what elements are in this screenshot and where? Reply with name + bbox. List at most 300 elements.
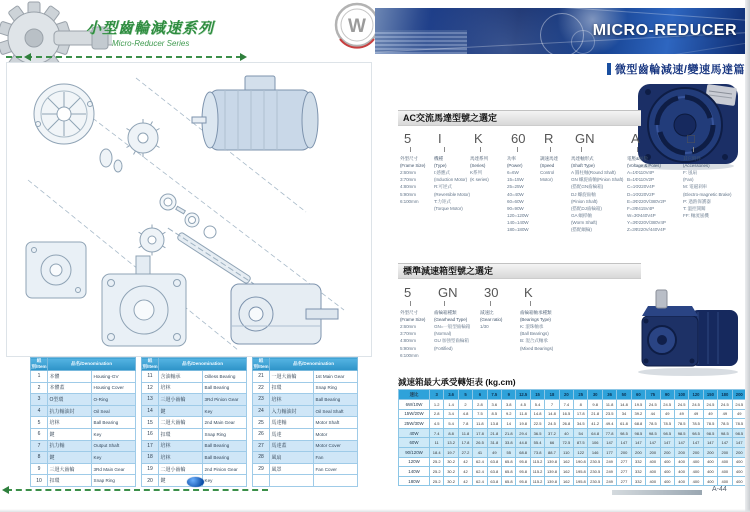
table-cell: 16 (142, 428, 159, 440)
table-cell: 11.8 (516, 409, 530, 419)
table-cell: 249 (602, 457, 616, 467)
table-cell: Oilless Bearing (203, 371, 247, 383)
table-cell: Output Shaft (92, 440, 136, 452)
table-cell: 98.5 (732, 428, 746, 438)
model-code: R (544, 131, 554, 146)
table-cell: Key (203, 405, 247, 417)
table-cell: 98.5 (703, 428, 717, 438)
table-cell: 249 (602, 476, 616, 486)
column-tick (693, 147, 694, 152)
spec-line: FF: 軸流風機 (683, 212, 709, 218)
table-cell: 146 (588, 447, 602, 457)
table-row (253, 371, 358, 383)
table-cell: 60W (399, 438, 430, 448)
model-column (434, 131, 470, 212)
table-cell: 15 (530, 390, 544, 400)
col-name-header: 品名/Denomination (48, 358, 136, 371)
spec-line: (搭配GN齒輪箱) (571, 184, 604, 190)
table-cell: 277 (617, 467, 631, 477)
table-cell: 19 (142, 463, 159, 475)
table-row (142, 440, 247, 452)
table-cell: 147 (631, 438, 645, 448)
table-cell: 33.8 (502, 438, 516, 448)
table-cell: 88.7 (545, 447, 559, 457)
spec-line: (Series) (470, 163, 486, 169)
table-cell: 30.2 (444, 476, 458, 486)
model-column (470, 131, 507, 183)
table-cell: 21.8 (487, 428, 501, 438)
table-cell: 400 (660, 476, 674, 486)
table-cell: 162 (559, 476, 573, 486)
spec-line: 調速馬達 (540, 156, 558, 161)
table-cell: 3.8 (502, 400, 516, 410)
parts-table-header (142, 358, 247, 371)
spec-line: 外型尺寸 (400, 310, 418, 315)
table-cell (314, 475, 358, 487)
table-cell: 62.4 (473, 457, 487, 467)
table-cell: 27.2 (458, 447, 472, 457)
table-cell: 5.4 (444, 419, 458, 429)
table-cell: Ball Bearing (203, 452, 247, 464)
spec-line: (Fortified) (434, 345, 453, 351)
table-cell: 4.5 (430, 419, 444, 429)
table-cell: 21 (253, 371, 270, 383)
table-cell: 培林 (159, 382, 203, 394)
spec-line: R:可逆式 (434, 184, 452, 190)
spec-line: (Voltage & Poles) (627, 163, 661, 169)
table-cell: 78.5 (703, 419, 717, 429)
table-cell: 鍵 (48, 452, 92, 464)
table-cell: 55 (502, 447, 516, 457)
table-row (31, 463, 136, 475)
spec-line: B: 混合式軸承 (520, 338, 548, 344)
table-cell: 78.5 (689, 419, 703, 429)
table-cell: 本體蓋 (48, 382, 92, 394)
table-row (399, 457, 747, 467)
table-row (31, 417, 136, 429)
table-row (399, 467, 747, 477)
spec-line: 40=40W (507, 191, 524, 197)
table-cell: 3.6 (444, 390, 458, 400)
spec-line: T: 溫控開關 (683, 205, 706, 211)
spec-line: (Accessories) (683, 163, 710, 169)
table-cell: 扣環 (270, 382, 314, 394)
spec-line: (Type) (434, 163, 447, 169)
table-cell: 65.8 (502, 467, 516, 477)
col-name-header: 品名/Denomination (270, 358, 358, 371)
table-cell: O-Ring (92, 394, 136, 406)
model-code: K (524, 285, 533, 300)
parts-table-2 (141, 357, 247, 487)
table-cell: Housing-GV (92, 371, 136, 383)
table-cell: 147 (732, 438, 746, 448)
spec-line: (Speed (540, 163, 555, 169)
table-cell: 15 (142, 417, 159, 429)
table-cell: 400 (703, 467, 717, 477)
page-subtitle: 微型齒輪減速/變速馬達篇 (614, 64, 745, 76)
table-cell: 87.5 (574, 438, 588, 448)
table-cell: 400 (718, 476, 732, 486)
spec-line: 電壓&極數 (627, 156, 648, 161)
bottom-divider-arrow-icon (2, 486, 9, 494)
table-cell: 64.8 (588, 428, 602, 438)
spec-line: K系列 (470, 170, 482, 176)
model-code: □ (687, 131, 695, 146)
spec-line: 6=6W (507, 170, 519, 176)
table-cell: Snap Ring (203, 428, 247, 440)
table-cell: 68.8 (631, 419, 645, 429)
table-cell: 200 (703, 447, 717, 457)
table-cell: 7.4 (559, 400, 573, 410)
spec-line: 3:70mm (400, 331, 416, 337)
table-cell: 34.5 (574, 419, 588, 429)
table-cell: Ball Bearing (203, 382, 247, 394)
table-cell: 49 (703, 409, 717, 419)
table-cell: 19.8 (516, 419, 530, 429)
table-cell: 277 (617, 457, 631, 467)
table-cell: 147 (703, 438, 717, 448)
table-row (399, 447, 747, 457)
motor-drawing (192, 76, 318, 150)
table-cell: 7.5 (487, 390, 501, 400)
exploded-parts-diagram (6, 62, 370, 355)
table-cell: 200 (617, 447, 631, 457)
spec-line: D=1Φ220V2P (627, 191, 655, 197)
table-cell: 20 (559, 390, 573, 400)
spec-line: 馬達系列 (470, 156, 488, 161)
spec-line: M: 電磁剎車 (683, 184, 708, 190)
table-row (31, 371, 136, 383)
spec-line: GA 蝸桿軸 (571, 212, 592, 218)
spec-line: (搭配DJ齒輪箱) (571, 205, 602, 211)
table-cell: 332 (631, 476, 645, 486)
table-cell: 162 (559, 467, 573, 477)
table-cell: 24.5 (545, 419, 559, 429)
table-cell: 24.5 (703, 400, 717, 410)
table-cell: 400 (660, 467, 674, 477)
spec-line: GN=一般型齒輪箱 (434, 324, 471, 330)
table-cell: 34 (617, 409, 631, 419)
table-cell: 二迴大齒輪 (159, 417, 203, 429)
col-name-header: 品名/Denomination (159, 358, 247, 371)
spec-line: GN 螺旋齒軸(Pinion Shaft) (571, 177, 624, 183)
table-cell: 3.4 (444, 409, 458, 419)
table-cell: 200 (732, 447, 746, 457)
table-cell: 49.4 (602, 419, 616, 429)
spec-line: (Frame Size) (400, 163, 426, 169)
spec-line: 25=25W (507, 184, 524, 190)
table-cell: 6 (31, 428, 48, 440)
spec-line: (Worm Shaft) (571, 219, 598, 225)
table-cell: 馬達軸 (270, 417, 314, 429)
table-cell: 4 (31, 405, 48, 417)
table-cell: 三迴小齒輪 (159, 394, 203, 406)
motor-model-columns (400, 131, 745, 233)
page-number: A-44 (712, 486, 727, 493)
series-subtitle: Micro-Reducer Series (112, 39, 190, 48)
model-code: GN (575, 131, 595, 146)
table-cell: 本體 (48, 371, 92, 383)
table-cell: 400 (674, 467, 688, 477)
table-cell: 41.2 (588, 419, 602, 429)
table-row (142, 382, 247, 394)
table-cell: 21.8 (588, 409, 602, 419)
table-cell: 鍵 (159, 405, 203, 417)
table-cell: 24.5 (660, 400, 674, 410)
table-cell: 200 (718, 447, 732, 457)
table-cell: 扣環 (48, 475, 92, 487)
model-column (480, 285, 520, 330)
model-column (520, 285, 590, 352)
table-cell: 13 (142, 394, 159, 406)
table-cell: 36.5 (530, 428, 544, 438)
table-cell: 22 (253, 382, 270, 394)
table-cell: 400 (689, 476, 703, 486)
table-cell: 44.8 (516, 438, 530, 448)
torque-table-header (399, 390, 747, 400)
table-cell: 抗力軸 (48, 440, 92, 452)
table-cell: 400 (703, 476, 717, 486)
spec-line: Z=3Φ220V/440V4P (627, 227, 666, 233)
table-row (399, 438, 747, 448)
table-cell: 230.5 (588, 467, 602, 477)
spec-line: A 圓柱軸(Round Shaft) (571, 170, 616, 176)
model-code: 60 (511, 131, 526, 146)
table-cell: 120W (399, 457, 430, 467)
table-cell: 50 (617, 390, 631, 400)
spec-line: (Torque Motor) (434, 205, 463, 211)
table-cell: 25W/30W (399, 419, 430, 429)
model-column (400, 131, 434, 205)
table-cell: 24.5 (718, 400, 732, 410)
table-cell: 17 (142, 440, 159, 452)
table-cell: 25.2 (430, 476, 444, 486)
table-cell: 11.8 (458, 428, 472, 438)
table-cell: 4.8 (458, 409, 472, 419)
table-cell: 15W/20W (399, 409, 430, 419)
spec-line: (Ball Bearings) (520, 331, 549, 337)
table-cell: 鍵 (48, 428, 92, 440)
table-cell: Snap Ring (92, 475, 136, 487)
table-cell: 147 (646, 438, 660, 448)
table-cell: 110 (559, 447, 573, 457)
table-cell: 400 (674, 476, 688, 486)
table-cell: 25.2 (430, 457, 444, 467)
table-cell: 2 (31, 382, 48, 394)
table-cell: 7.5 (473, 409, 487, 419)
page-subtitle-row (540, 61, 745, 77)
table-cell: 62.4 (473, 467, 487, 477)
table-cell: 1 (31, 371, 48, 383)
table-cell: 400 (674, 457, 688, 467)
table-cell: Motor Cover (314, 440, 358, 452)
table-cell: 65.8 (502, 457, 516, 467)
table-cell: 68.8 (516, 447, 530, 457)
table-cell: Oil Seal (92, 405, 136, 417)
table-cell: 14 (142, 405, 159, 417)
spec-line: 機種 (434, 156, 443, 161)
table-cell: 二迴小齒輪 (159, 463, 203, 475)
table-cell: Motor Shaft (314, 417, 358, 429)
housing-cover-drawing (26, 242, 86, 298)
table-cell: 49 (660, 409, 674, 419)
table-cell: 200 (689, 447, 703, 457)
table-cell: 11 (142, 371, 159, 383)
table-cell: 2nd Main Gear (203, 417, 247, 429)
column-tick (480, 147, 481, 152)
table-cell: 195.8 (574, 467, 588, 477)
table-cell: 23 (253, 394, 270, 406)
spec-line: (Gearhead Type) (434, 317, 468, 323)
torque-table (398, 389, 747, 486)
table-row (253, 428, 358, 440)
table-cell: 抗力軸油封 (48, 405, 92, 417)
table-cell: Housing Cover (92, 382, 136, 394)
table-row (399, 390, 747, 400)
table-row (142, 405, 247, 417)
table-cell: 含油軸承 (159, 371, 203, 383)
spec-line: C=1Φ220V4P (627, 184, 655, 190)
table-cell: 98.5 (689, 428, 703, 438)
model-column (400, 285, 434, 359)
spec-line: F: 風扇 (683, 170, 698, 176)
w-watermark-logo (333, 1, 381, 51)
table-cell: 9.8 (588, 400, 602, 410)
table-cell: 400 (718, 467, 732, 477)
table-row (253, 452, 358, 464)
table-cell: 4.5 (516, 400, 530, 410)
column-tick (581, 147, 582, 152)
table-cell: 49 (732, 409, 746, 419)
table-cell: 54 (574, 428, 588, 438)
table-cell: 200 (660, 447, 674, 457)
spec-line: (Frame Size) (400, 317, 426, 323)
fan-cover-drawing (34, 84, 94, 144)
spec-line: W=3Φ440V4P (627, 212, 656, 218)
gearmotor-photo (628, 288, 748, 378)
gearbox-housing-drawing (102, 256, 186, 346)
table-cell: 入力軸油封 (270, 405, 314, 417)
table-cell: 72.5 (559, 438, 573, 448)
table-cell: Ball Bearing (203, 440, 247, 452)
column-tick (490, 301, 491, 306)
table-cell: 馬達 (270, 428, 314, 440)
table-row (253, 405, 358, 417)
table-cell: 7.4 (430, 428, 444, 438)
spec-line: (Reversible Motor) (434, 191, 470, 197)
table-row (253, 394, 358, 406)
table-cell: O型環 (48, 394, 92, 406)
table-cell: 9.2 (502, 409, 516, 419)
table-cell: 277 (617, 476, 631, 486)
table-cell: Key (92, 428, 136, 440)
table-cell: 400 (689, 467, 703, 477)
spec-line: (搭配蝸輪) (571, 227, 592, 233)
table-cell: 49 (718, 409, 732, 419)
table-cell: 一迴大齒輪 (270, 371, 314, 383)
table-row (253, 417, 358, 429)
table-cell: 3Rd Pinion Gear (203, 394, 247, 406)
table-cell: 17.8 (574, 409, 588, 419)
col-item-header: 組別/Item (142, 358, 158, 369)
table-cell: 7 (545, 400, 559, 410)
table-cell: 400 (689, 457, 703, 467)
table-cell: 40 (559, 428, 573, 438)
table-cell: 24.5 (689, 400, 703, 410)
column-tick (637, 147, 638, 152)
table-cell: 12.5 (516, 390, 530, 400)
spec-line: 2:60mm (400, 170, 416, 176)
washer-drawing (100, 149, 122, 172)
table-cell: 速比 (399, 390, 430, 400)
model-column (571, 131, 627, 233)
table-cell: 65.8 (502, 476, 516, 486)
gearhead-model-columns (400, 285, 590, 359)
table-cell: 73.8 (530, 447, 544, 457)
table-cell: 75 (646, 390, 660, 400)
table-cell: 14.8 (530, 409, 544, 419)
model-code: 30 (484, 285, 499, 300)
bottom-dashed-divider (6, 489, 268, 491)
table-cell: 7 (31, 440, 48, 452)
model-code: GN (438, 285, 458, 300)
table-cell: 49 (674, 409, 688, 419)
spec-line: (Fan) (683, 177, 694, 183)
table-cell: 62.4 (473, 476, 487, 486)
page-title: MICRO-REDUCER (592, 22, 737, 39)
table-cell: 42 (458, 467, 472, 477)
table-cell: 95.8 (516, 467, 530, 477)
table-cell: 三迴大齒輪 (48, 463, 92, 475)
table-cell: 6 (473, 390, 487, 400)
table-cell: 55.4 (530, 438, 544, 448)
table-cell: 31.8 (487, 438, 501, 448)
spec-line: 外型尺寸 (400, 156, 418, 161)
table-cell: 8 (574, 400, 588, 410)
table-cell: 98.5 (646, 428, 660, 438)
spec-line: Control (540, 170, 555, 176)
table-cell: 332 (631, 467, 645, 477)
table-cell: 3 (430, 390, 444, 400)
table-cell: 23.5 (602, 409, 616, 419)
spec-line: (Induction Motor) (434, 177, 468, 183)
table-cell: Oil Seal Shaft (314, 405, 358, 417)
table-row (142, 428, 247, 440)
table-row (399, 409, 747, 419)
parts-table-1 (30, 357, 136, 487)
table-cell: 24.5 (674, 400, 688, 410)
table-cell: 扣環 (159, 428, 203, 440)
table-cell: 7.8 (458, 419, 472, 429)
table-cell: 25 (253, 417, 270, 429)
table-cell: 8 (31, 452, 48, 464)
spec-line: 6:100mm (400, 352, 419, 358)
torque-table-title: 減速箱最大承受轉矩表 (kg.cm) (398, 377, 516, 387)
table-cell: 1.2 (430, 400, 444, 410)
table-cell: 30.2 (444, 457, 458, 467)
model-code: 5 (404, 131, 412, 146)
table-cell: 19.5 (631, 400, 645, 410)
table-cell: 培林 (159, 440, 203, 452)
table-cell: 90/120W (399, 447, 430, 457)
table-cell: 5 (458, 390, 472, 400)
spec-line: 4:80mm (400, 184, 416, 190)
table-cell: 77.8 (602, 428, 616, 438)
table-cell: 10 (31, 475, 48, 487)
banner-globe-icon (571, 30, 595, 54)
model-code: A (631, 131, 640, 146)
table-cell: 17.8 (458, 438, 472, 448)
